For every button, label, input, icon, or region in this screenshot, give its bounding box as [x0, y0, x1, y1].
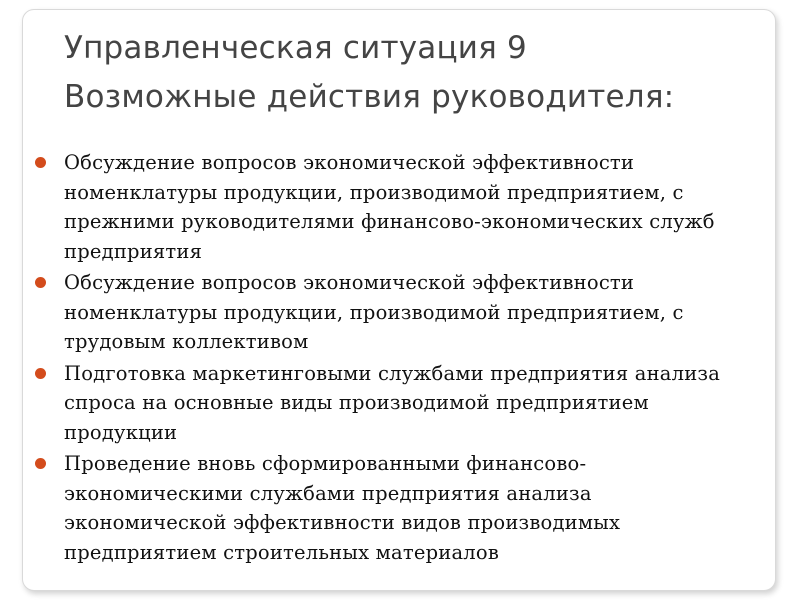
bullet-text-line: Обсуждение вопросов экономической эффективности — [64, 151, 635, 174]
bullet-text-line: Проведение вновь сформированными финансово- — [64, 452, 587, 475]
bullet-list — [64, 148, 776, 569]
bullet-item-4 — [64, 449, 776, 567]
bullet-text-line: номенклатуры продукции, производимой предприятием, с — [64, 300, 684, 324]
bullet-text-line: предприятия — [64, 239, 203, 263]
title-line-1: Управленческая ситуация 9 — [64, 30, 527, 66]
bullet-text-line: экономической эффективности видов производимых — [64, 511, 621, 534]
bullet-text-line: продукции — [64, 420, 178, 444]
bullet-dot-icon — [35, 277, 46, 288]
bullet-text-line: спроса на основные виды производимой предприятием — [64, 391, 649, 414]
bullet-item-3 — [64, 359, 776, 448]
bullet-dot-icon — [35, 458, 46, 469]
bullet-text-line: номенклатуры продукции, производимой предприятием, с — [64, 180, 684, 204]
bullet-dot-icon — [35, 157, 46, 168]
bullet-text-line: предприятием строительных материалов — [64, 540, 500, 564]
bullet-text-line: Обсуждение вопросов экономической эффективности — [64, 271, 635, 294]
bullet-dot-icon — [35, 368, 46, 379]
slide-title — [64, 24, 764, 122]
bullet-text-line: прежними руководителями финансово-экономических служб — [64, 210, 715, 233]
title-line-2: Возможные действия руководителя: — [64, 79, 675, 115]
bullet-item-1 — [64, 148, 776, 266]
bullet-text-line: Подготовка маркетинговыми службами предприятия анализа — [64, 361, 721, 385]
bullet-text-line: трудовым коллективом — [64, 330, 309, 353]
bullet-item-2 — [64, 268, 776, 357]
bullet-text-line: экономическими службами предприятия анализа — [64, 481, 592, 505]
